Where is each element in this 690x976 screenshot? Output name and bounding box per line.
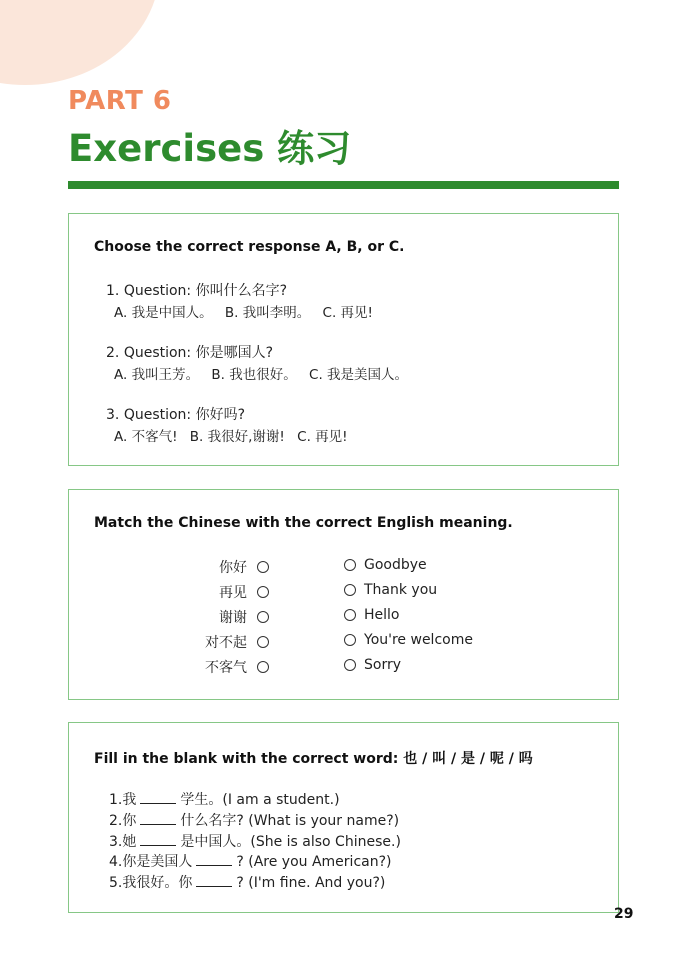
match-right-item: Goodbye bbox=[344, 557, 427, 577]
question-2: 2. Question: 你是哪国人? bbox=[106, 345, 274, 361]
page-title: Exercises 练习 bbox=[68, 127, 352, 170]
match-right-item: Thank you bbox=[344, 582, 437, 602]
option-b: B. 我很好,谢谢! bbox=[189, 429, 285, 445]
decorative-blob bbox=[0, 0, 160, 85]
option-a: A. 不客气! bbox=[114, 429, 178, 445]
instruction-multiple-choice: Choose the correct response A, B, or C. bbox=[94, 239, 405, 255]
match-circle[interactable] bbox=[257, 586, 269, 598]
match-circle[interactable] bbox=[257, 636, 269, 648]
blank-field[interactable] bbox=[196, 853, 232, 866]
fill-item: 4.你是美国人 ? (Are you American?) bbox=[109, 854, 392, 870]
blank-field[interactable] bbox=[140, 833, 176, 846]
fill-item: 3.她 是中国人。(She is also Chinese.) bbox=[109, 834, 401, 850]
match-right-item: You're welcome bbox=[344, 632, 473, 652]
part-label: PART 6 bbox=[68, 86, 172, 116]
exercise-box-fill-in-blank bbox=[68, 722, 619, 913]
option-b: B. 我叫李明。 bbox=[224, 305, 311, 321]
fill-item: 5.我很好。你 ? (I'm fine. And you?) bbox=[109, 875, 386, 891]
match-circle[interactable] bbox=[344, 584, 356, 596]
fill-item: 2.你 什么名字? (What is your name?) bbox=[109, 813, 400, 829]
match-circle[interactable] bbox=[257, 661, 269, 673]
option-b: B. 我也很好。 bbox=[211, 367, 297, 383]
exercise-box-matching bbox=[68, 489, 619, 700]
question-3-options bbox=[114, 425, 356, 445]
exercise-box-multiple-choice bbox=[68, 213, 619, 466]
match-circle[interactable] bbox=[344, 609, 356, 621]
question-2-options bbox=[114, 363, 416, 383]
blank-field[interactable] bbox=[140, 812, 176, 825]
match-circle[interactable] bbox=[257, 611, 269, 623]
match-left-item: 你好 bbox=[139, 557, 269, 577]
option-a: A. 我叫王芳。 bbox=[114, 367, 200, 383]
page-number: 29 bbox=[614, 906, 634, 922]
match-left-item: 再见 bbox=[139, 582, 269, 602]
option-a: A. 我是中国人。 bbox=[114, 305, 213, 321]
option-c: C. 再见! bbox=[297, 429, 348, 445]
match-left-item: 谢谢 bbox=[139, 607, 269, 627]
match-circle[interactable] bbox=[344, 559, 356, 571]
instruction-matching: Match the Chinese with the correct English meaning. bbox=[94, 515, 513, 531]
match-circle[interactable] bbox=[344, 659, 356, 671]
match-circle[interactable] bbox=[344, 634, 356, 646]
option-c: C. 我是美国人。 bbox=[309, 367, 409, 383]
fill-item: 1.我 学生。(I am a student.) bbox=[109, 792, 340, 808]
match-left-item: 不客气 bbox=[139, 657, 269, 677]
match-right-item: Hello bbox=[344, 607, 400, 627]
match-right-item: Sorry bbox=[344, 657, 401, 677]
match-circle[interactable] bbox=[257, 561, 269, 573]
match-left-item: 对不起 bbox=[139, 632, 269, 652]
blank-field[interactable] bbox=[196, 874, 232, 887]
question-1: 1. Question: 你叫什么名字? bbox=[106, 283, 288, 299]
question-3: 3. Question: 你好吗? bbox=[106, 407, 246, 423]
instruction-fill-in-blank: Fill in the blank with the correct word: 也 / 叫 / 是 / 呢 / 吗 bbox=[94, 751, 533, 767]
option-c: C. 再见! bbox=[322, 305, 373, 321]
title-divider bbox=[68, 181, 619, 189]
blank-field[interactable] bbox=[140, 791, 176, 804]
question-1-options bbox=[114, 301, 381, 321]
